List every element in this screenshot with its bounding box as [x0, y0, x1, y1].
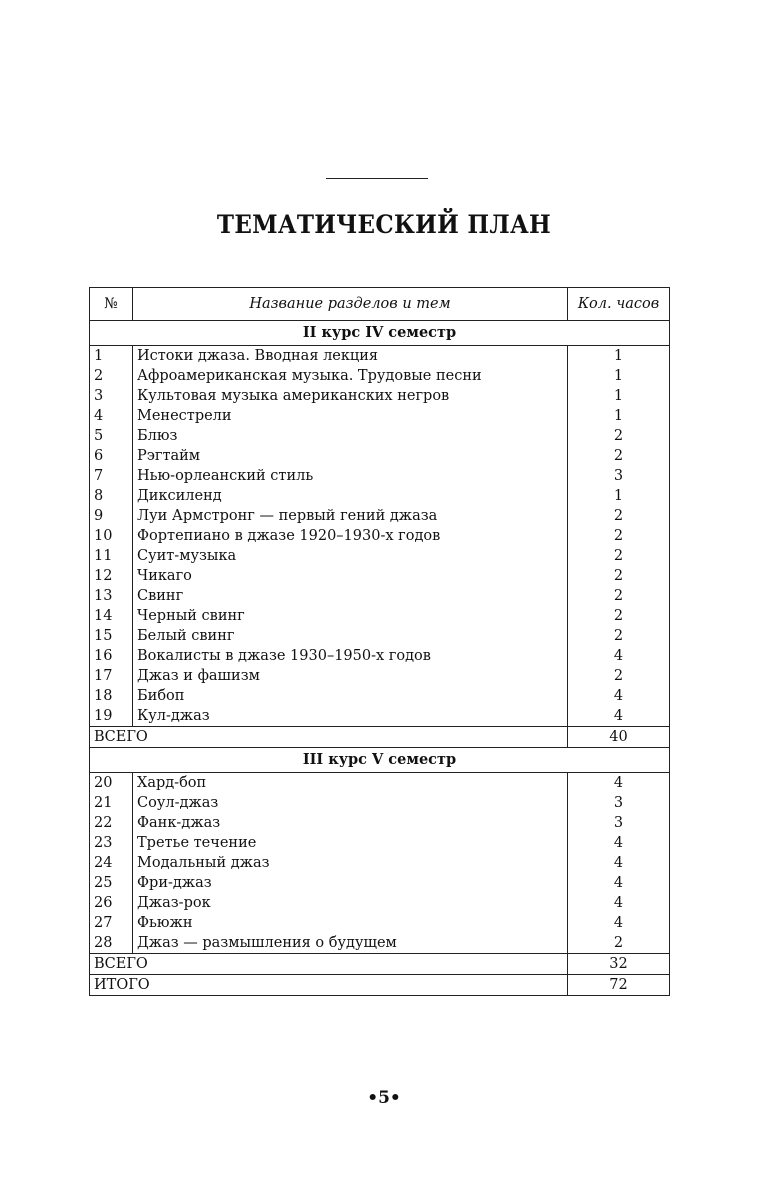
- row-topic: Фанк-джаз: [133, 813, 568, 833]
- row-number: 21: [90, 793, 133, 813]
- row-topic: Диксиленд: [133, 486, 568, 506]
- table-row: [90, 666, 670, 686]
- row-topic: Соул-джаз: [133, 793, 568, 813]
- row-topic: Менестрели: [133, 406, 568, 426]
- row-topic: Фьюжн: [133, 913, 568, 933]
- row-hours: 2: [568, 586, 670, 606]
- total-label: ВСЕГО: [90, 954, 568, 975]
- row-number: 2: [90, 366, 133, 386]
- row-topic: Луи Армстронг — первый гений джаза: [133, 506, 568, 526]
- row-number: 23: [90, 833, 133, 853]
- row-hours: 2: [568, 666, 670, 686]
- row-hours: 4: [568, 913, 670, 933]
- row-number: 17: [90, 666, 133, 686]
- row-topic: Нью-орлеанский стиль: [133, 466, 568, 486]
- row-topic: Истоки джаза. Вводная лекция: [133, 346, 568, 367]
- table-row: [90, 873, 670, 893]
- row-number: 27: [90, 913, 133, 933]
- table-row: [90, 346, 670, 367]
- table-row: [90, 406, 670, 426]
- total-label: ВСЕГО: [90, 727, 568, 748]
- table-body: [90, 321, 670, 996]
- table-row: [90, 486, 670, 506]
- section-header-row: [90, 321, 670, 346]
- row-topic: Суит-музыка: [133, 546, 568, 566]
- row-number: 16: [90, 646, 133, 666]
- row-topic: Модальный джаз: [133, 853, 568, 873]
- row-number: 22: [90, 813, 133, 833]
- row-topic: Культовая музыка американских негров: [133, 386, 568, 406]
- header-name: Название разделов и тем: [133, 288, 568, 321]
- row-number: 13: [90, 586, 133, 606]
- table-row: [90, 853, 670, 873]
- row-topic: Джаз-рок: [133, 893, 568, 913]
- row-topic: Третье течение: [133, 833, 568, 853]
- row-topic: Рэгтайм: [133, 446, 568, 466]
- table-row: [90, 466, 670, 486]
- grand-total-label: ИТОГО: [90, 975, 568, 996]
- table-row: [90, 386, 670, 406]
- row-hours: 4: [568, 893, 670, 913]
- table-row: [90, 913, 670, 933]
- row-topic: Джаз — размышления о будущем: [133, 933, 568, 954]
- row-hours: 4: [568, 873, 670, 893]
- row-number: 14: [90, 606, 133, 626]
- table-row: [90, 813, 670, 833]
- section-title: III курс V семестр: [90, 748, 670, 773]
- row-topic: Джаз и фашизм: [133, 666, 568, 686]
- row-hours: 2: [568, 933, 670, 954]
- row-number: 19: [90, 706, 133, 727]
- row-number: 18: [90, 686, 133, 706]
- row-topic: Вокалисты в джазе 1930–1950-х годов: [133, 646, 568, 666]
- section-header-row: [90, 748, 670, 773]
- page-number: •5•: [367, 1088, 401, 1108]
- row-topic: Свинг: [133, 586, 568, 606]
- row-hours: 2: [568, 626, 670, 646]
- row-topic: Бибоп: [133, 686, 568, 706]
- row-topic: Фортепиано в джазе 1920–1930-х годов: [133, 526, 568, 546]
- row-number: 28: [90, 933, 133, 954]
- row-hours: 1: [568, 486, 670, 506]
- thematic-plan-table: [89, 287, 670, 996]
- table-row: [90, 686, 670, 706]
- section-total-row: [90, 727, 670, 748]
- row-number: 11: [90, 546, 133, 566]
- row-hours: 4: [568, 833, 670, 853]
- row-number: 24: [90, 853, 133, 873]
- table-row: [90, 506, 670, 526]
- header-num: №: [90, 288, 133, 321]
- row-number: 25: [90, 873, 133, 893]
- row-hours: 2: [568, 446, 670, 466]
- row-number: 8: [90, 486, 133, 506]
- table-row: [90, 646, 670, 666]
- table-row: [90, 426, 670, 446]
- row-topic: Чикаго: [133, 566, 568, 586]
- table-row: [90, 706, 670, 727]
- row-number: 20: [90, 773, 133, 794]
- row-hours: 2: [568, 526, 670, 546]
- row-hours: 4: [568, 853, 670, 873]
- row-number: 10: [90, 526, 133, 546]
- row-hours: 2: [568, 546, 670, 566]
- row-hours: 1: [568, 386, 670, 406]
- row-topic: Фри-джаз: [133, 873, 568, 893]
- header-hours: Кол. часов: [568, 288, 670, 321]
- row-hours: 4: [568, 706, 670, 727]
- table-row: [90, 526, 670, 546]
- row-number: 9: [90, 506, 133, 526]
- table-row: [90, 893, 670, 913]
- row-number: 1: [90, 346, 133, 367]
- grand-total-value: 72: [568, 975, 670, 996]
- row-topic: Белый свинг: [133, 626, 568, 646]
- section-title: II курс IV семестр: [90, 321, 670, 346]
- table-row: [90, 793, 670, 813]
- row-hours: 1: [568, 346, 670, 367]
- page-title: ТЕМАТИЧЕСКИЙ ПЛАН: [216, 210, 552, 239]
- table-row: [90, 566, 670, 586]
- row-hours: 4: [568, 686, 670, 706]
- row-hours: 1: [568, 366, 670, 386]
- row-hours: 2: [568, 606, 670, 626]
- row-topic: Кул-джаз: [133, 706, 568, 727]
- table-row: [90, 446, 670, 466]
- top-rule: [326, 178, 428, 179]
- row-hours: 4: [568, 646, 670, 666]
- table-row: [90, 606, 670, 626]
- row-hours: 2: [568, 426, 670, 446]
- row-number: 15: [90, 626, 133, 646]
- row-hours: 1: [568, 406, 670, 426]
- row-topic: Черный свинг: [133, 606, 568, 626]
- table-row: [90, 366, 670, 386]
- table-row: [90, 546, 670, 566]
- row-topic: Блюз: [133, 426, 568, 446]
- row-number: 7: [90, 466, 133, 486]
- row-number: 5: [90, 426, 133, 446]
- table-row: [90, 933, 670, 954]
- row-number: 12: [90, 566, 133, 586]
- row-number: 4: [90, 406, 133, 426]
- row-number: 26: [90, 893, 133, 913]
- table-row: [90, 833, 670, 853]
- row-number: 6: [90, 446, 133, 466]
- row-number: 3: [90, 386, 133, 406]
- table-row: [90, 586, 670, 606]
- total-value: 32: [568, 954, 670, 975]
- table-row: [90, 773, 670, 794]
- row-hours: 3: [568, 793, 670, 813]
- table-header-row: [90, 288, 670, 321]
- grand-total-row: [90, 975, 670, 996]
- row-hours: 4: [568, 773, 670, 794]
- row-hours: 3: [568, 813, 670, 833]
- row-hours: 3: [568, 466, 670, 486]
- row-topic: Хард-боп: [133, 773, 568, 794]
- row-topic: Афроамериканская музыка. Трудовые песни: [133, 366, 568, 386]
- total-value: 40: [568, 727, 670, 748]
- table-row: [90, 626, 670, 646]
- section-total-row: [90, 954, 670, 975]
- row-hours: 2: [568, 566, 670, 586]
- row-hours: 2: [568, 506, 670, 526]
